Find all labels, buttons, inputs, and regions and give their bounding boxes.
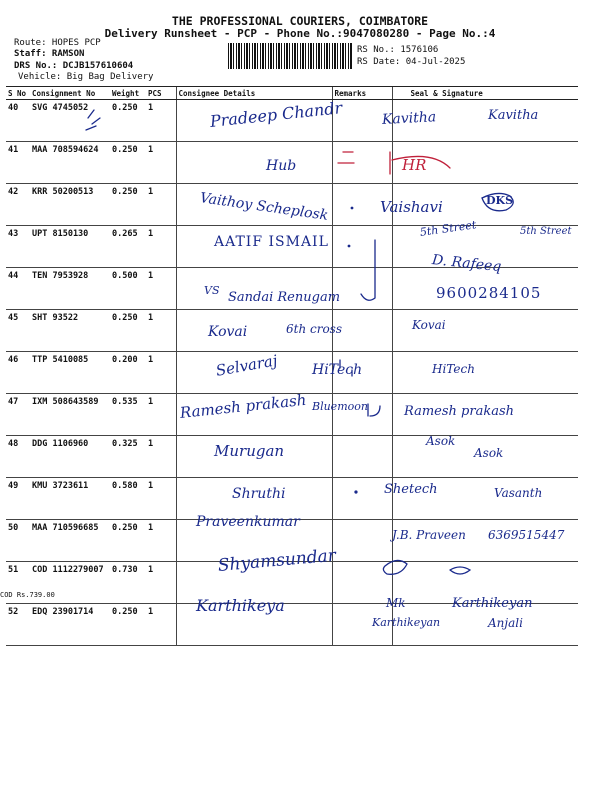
consignment-cell-text: MAA 708594624 bbox=[32, 145, 99, 155]
col-sno: S No bbox=[6, 87, 30, 100]
pcs-cell-text: 1 bbox=[148, 523, 154, 533]
consignment-cell-text: IXM 508643589 bbox=[32, 397, 99, 407]
hw-r47-note: Bluemoon bbox=[312, 400, 368, 413]
hw-r47-sig: Ramesh prakash bbox=[404, 404, 514, 419]
hw-r46-name: Selvaraj bbox=[214, 351, 279, 380]
rs-number: RS No.: 1576106 bbox=[357, 45, 439, 55]
consignment-cell-text: MAA 710596685 bbox=[32, 523, 99, 533]
pcs-cell-text: 1 bbox=[148, 397, 154, 407]
consignment-cell-text: KMU 3723611 bbox=[32, 481, 89, 491]
weight-cell-text: 0.580 bbox=[112, 481, 138, 491]
weight-cell-text: 0.325 bbox=[112, 439, 138, 449]
sno-cell-text: 49 bbox=[8, 481, 19, 491]
consignment-cell-text: COD 1112279007 bbox=[32, 565, 104, 575]
sno-cell-text: 43 bbox=[8, 229, 19, 239]
hw-r45-addr: 6th cross bbox=[286, 322, 342, 336]
hw-r48-sig2: Asok bbox=[474, 446, 504, 460]
hw-r49-sig1: Shetech bbox=[384, 482, 438, 497]
hw-r52-sig3: Anjali bbox=[488, 616, 523, 630]
hw-r46-sig: HiTech bbox=[432, 362, 475, 376]
sno-cell-text: 45 bbox=[8, 313, 19, 323]
sno-cell-text: 46 bbox=[8, 355, 19, 365]
pcs-cell-text: 1 bbox=[148, 439, 154, 449]
hw-r41-sig: HR bbox=[402, 156, 427, 174]
hw-r52-sig2: Karthikeyan bbox=[452, 596, 533, 611]
hw-r42-sig: Vaishavi bbox=[380, 198, 443, 216]
sno-cell-text: 40 bbox=[8, 103, 19, 113]
consignment-cell-text: EDQ 23901714 bbox=[32, 607, 94, 617]
weight-cell-text: 0.265 bbox=[112, 229, 138, 239]
hw-r50-name: Praveenkumar bbox=[196, 514, 300, 530]
weight-cell-text: 0.250 bbox=[112, 313, 138, 323]
weight-cell-text: 0.250 bbox=[112, 145, 138, 155]
pcs-cell-text: 1 bbox=[148, 187, 154, 197]
weight-cell-text: 0.250 bbox=[112, 187, 138, 197]
runsheet-title: Delivery Runsheet - PCP - Phone No.:9047080280 - Page No.:4 bbox=[104, 27, 496, 40]
consignment-cell-text: TEN 7953928 bbox=[32, 271, 89, 281]
hw-r48-sig: Asok bbox=[426, 434, 456, 448]
sno-cell-text: 47 bbox=[8, 397, 19, 407]
hw-r40-sig: Kavitha bbox=[381, 109, 437, 128]
hw-r40-name: Pradeep Chandr bbox=[209, 98, 344, 131]
sno-cell-text: 44 bbox=[8, 271, 19, 281]
hw-r44-prefix: VS bbox=[204, 284, 220, 297]
weight-cell-text: 0.200 bbox=[112, 355, 138, 365]
hw-r44-name: Sandai Renugam bbox=[228, 290, 341, 305]
col-consignee: Consignee Details bbox=[176, 87, 332, 100]
hw-r40-sig2: Kavitha bbox=[488, 108, 539, 123]
pcs-cell-text: 1 bbox=[148, 313, 154, 323]
hw-r45-sig: Kovai bbox=[412, 318, 446, 332]
hw-r52-sig1: Mk bbox=[386, 596, 406, 610]
hw-r45-name: Kovai bbox=[208, 324, 248, 340]
hw-r43-name: AATIF ISMAIL bbox=[214, 234, 329, 250]
hw-r50-sig: J.B. Praveen bbox=[392, 528, 466, 542]
hw-r42-name: Vaithoy Scheplosk bbox=[198, 190, 330, 224]
sno-cell-text: 52 bbox=[8, 607, 19, 617]
cod-amount: COD Rs.739.00 bbox=[0, 591, 55, 599]
weight-cell-text: 0.500 bbox=[112, 271, 138, 281]
hw-r44-phone: 9600284105 bbox=[436, 284, 542, 302]
hw-r47-name: Ramesh prakash bbox=[179, 390, 308, 422]
consignment-cell-text: KRR 50200513 bbox=[32, 187, 94, 197]
consignment-cell-text: UPT 8150130 bbox=[32, 229, 89, 239]
pcs-cell-text: 1 bbox=[148, 355, 154, 365]
col-consignment: Consignment No bbox=[30, 87, 110, 100]
hw-r41-name: Hub bbox=[266, 158, 297, 174]
weight-cell-text: 0.535 bbox=[112, 397, 138, 407]
hw-r49-name: Shruthi bbox=[232, 486, 286, 502]
pcs-cell-text: 1 bbox=[148, 229, 154, 239]
weight-cell-text: 0.250 bbox=[112, 523, 138, 533]
hw-r49-sig2: Vasanth bbox=[494, 486, 543, 500]
pcs-cell-text: 1 bbox=[148, 145, 154, 155]
weight-cell-text: 0.730 bbox=[112, 565, 138, 575]
col-weight: Weight bbox=[110, 87, 146, 100]
col-remarks: Remarks bbox=[332, 87, 392, 100]
hw-r43-sig1: 5th Street bbox=[419, 218, 478, 239]
hw-r51-name: Shyamsundar bbox=[217, 545, 337, 576]
sno-cell-text: 48 bbox=[8, 439, 19, 449]
vehicle-label: Vehicle: Big Bag Delivery bbox=[18, 72, 154, 82]
consignment-cell-text: TTP 5410085 bbox=[32, 355, 89, 365]
pcs-cell-text: 1 bbox=[148, 481, 154, 491]
col-signature: Seal & Signature bbox=[392, 87, 578, 100]
staff-label: Staff: RAMSON bbox=[14, 49, 85, 59]
sno-cell-text: 50 bbox=[8, 523, 19, 533]
hw-r50-phone: 6369515447 bbox=[488, 528, 565, 542]
hw-r52-sig4: Karthikeyan bbox=[372, 616, 441, 629]
weight-cell-text: 0.250 bbox=[112, 607, 138, 617]
route-label: Route: HOPES PCP bbox=[14, 38, 101, 48]
drs-label: DRS No.: DCJB157610604 bbox=[14, 61, 134, 71]
pcs-cell-text: 1 bbox=[148, 607, 154, 617]
sno-cell-text: 41 bbox=[8, 145, 19, 155]
company-title: THE PROFESSIONAL COURIERS, COIMBATORE bbox=[171, 14, 429, 28]
hw-r52-name: Karthikeya bbox=[196, 596, 285, 615]
pcs-cell-text: 1 bbox=[148, 103, 154, 113]
consignment-cell-text: SVG 4745052 bbox=[32, 103, 89, 113]
sno-cell-text: 51 bbox=[8, 565, 19, 575]
consignment-cell-text: DDG 1106960 bbox=[32, 439, 89, 449]
hw-r43-sig2: D. Rafeeq bbox=[431, 252, 503, 276]
pcs-cell-text: 1 bbox=[148, 565, 154, 575]
hw-r46-note: HiTech bbox=[312, 362, 363, 378]
weight-cell-text: 0.250 bbox=[112, 103, 138, 113]
sno-cell-text: 42 bbox=[8, 187, 19, 197]
hw-r43-sig1b: 5th Street bbox=[520, 226, 572, 237]
col-pcs: PCS bbox=[146, 87, 176, 100]
pcs-cell-text: 1 bbox=[148, 271, 154, 281]
rs-date: RS Date: 04-Jul-2025 bbox=[357, 57, 466, 67]
hw-r42-stamp: DKS bbox=[486, 194, 514, 207]
consignment-cell-text: SHT 93522 bbox=[32, 313, 79, 323]
hw-r48-name: Murugan bbox=[214, 442, 285, 460]
